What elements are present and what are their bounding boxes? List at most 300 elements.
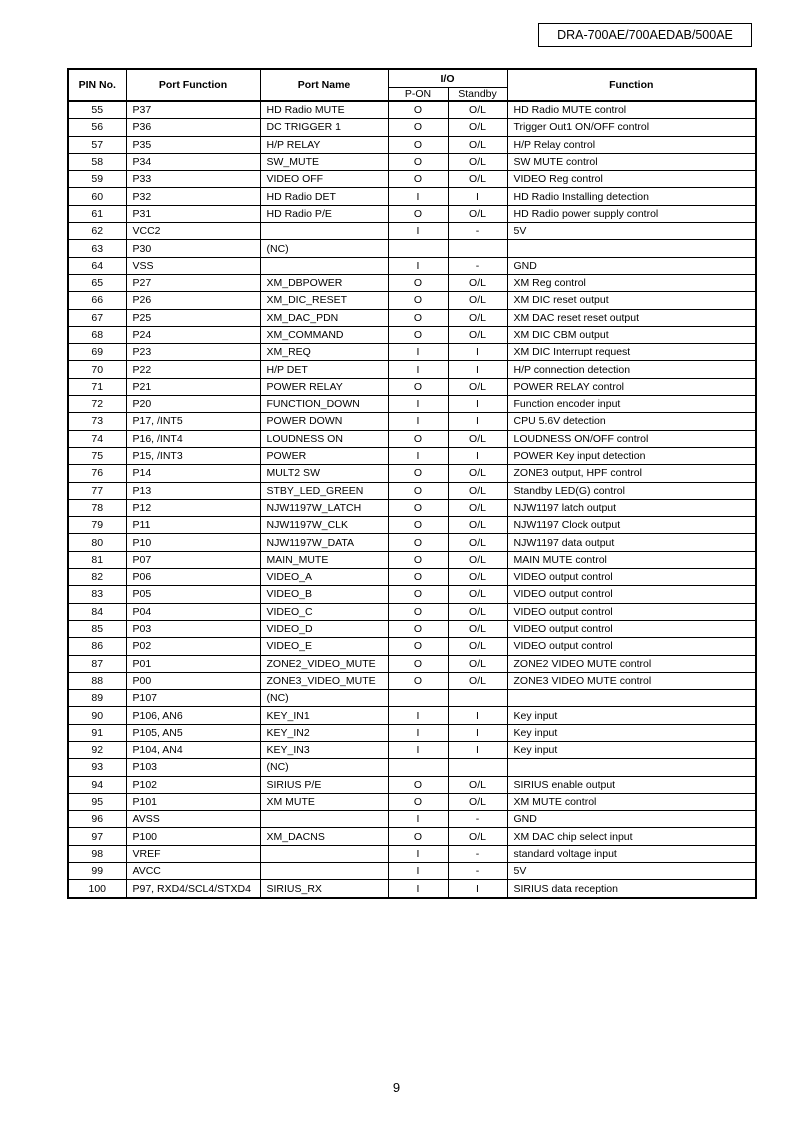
port-function-cell: P21 xyxy=(126,378,260,395)
function-cell xyxy=(507,759,756,776)
p-on-cell: O xyxy=(388,292,448,309)
function-cell: SIRIUS enable output xyxy=(507,776,756,793)
port-function-cell: P106, AN6 xyxy=(126,707,260,724)
table-row xyxy=(68,863,756,880)
standby-cell: O/L xyxy=(448,465,507,482)
function-cell: GND xyxy=(507,257,756,274)
standby-cell: O/L xyxy=(448,517,507,534)
p-on-cell: O xyxy=(388,309,448,326)
p-on-cell: I xyxy=(388,396,448,413)
port-function-cell: P104, AN4 xyxy=(126,741,260,758)
pin-number-cell: 89 xyxy=(68,690,126,707)
table-row xyxy=(68,482,756,499)
standby-cell: I xyxy=(448,741,507,758)
function-cell xyxy=(507,240,756,257)
p-on-cell: O xyxy=(388,153,448,170)
port-name-cell: KEY_IN1 xyxy=(260,707,388,724)
port-name-cell: POWER xyxy=(260,447,388,464)
function-cell: XM DIC CBM output xyxy=(507,326,756,343)
p-on-cell: I xyxy=(388,811,448,828)
port-function-cell: P15, /INT3 xyxy=(126,447,260,464)
page-number: 9 xyxy=(392,1080,401,1095)
pin-number-cell: 69 xyxy=(68,344,126,361)
pin-number-cell: 92 xyxy=(68,741,126,758)
function-cell: GND xyxy=(507,811,756,828)
standby-cell: O/L xyxy=(448,828,507,845)
p-on-cell: I xyxy=(388,344,448,361)
port-function-cell: P102 xyxy=(126,776,260,793)
port-function-cell: P10 xyxy=(126,534,260,551)
standby-cell: O/L xyxy=(448,569,507,586)
standby-cell: I xyxy=(448,188,507,205)
standby-cell: O/L xyxy=(448,153,507,170)
pin-number-cell: 93 xyxy=(68,759,126,776)
p-on-cell: I xyxy=(388,863,448,880)
port-name-cell xyxy=(260,863,388,880)
port-name-cell: POWER DOWN xyxy=(260,413,388,430)
model-number: DRA-700AE/700AEDAB/500AE xyxy=(557,28,733,42)
port-name-cell: SW_MUTE xyxy=(260,153,388,170)
standby-cell: O/L xyxy=(448,638,507,655)
function-cell: NJW1197 data output xyxy=(507,534,756,551)
pin-number-cell: 86 xyxy=(68,638,126,655)
standby-cell: O/L xyxy=(448,101,507,119)
function-cell xyxy=(507,690,756,707)
function-cell: ZONE2 VIDEO MUTE control xyxy=(507,655,756,672)
standby-cell: O/L xyxy=(448,309,507,326)
table-row xyxy=(68,396,756,413)
standby-cell: - xyxy=(448,845,507,862)
function-cell: VIDEO output control xyxy=(507,586,756,603)
header-pin-no: PIN No. xyxy=(68,69,126,101)
standby-cell: O/L xyxy=(448,326,507,343)
pin-number-cell: 72 xyxy=(68,396,126,413)
pin-number-cell: 68 xyxy=(68,326,126,343)
port-function-cell: P100 xyxy=(126,828,260,845)
standby-cell: I xyxy=(448,724,507,741)
port-name-cell: NJW1197W_DATA xyxy=(260,534,388,551)
p-on-cell: I xyxy=(388,741,448,758)
standby-cell: I xyxy=(448,344,507,361)
port-function-cell: P17, /INT5 xyxy=(126,413,260,430)
port-function-cell: P25 xyxy=(126,309,260,326)
port-function-cell: P23 xyxy=(126,344,260,361)
p-on-cell: O xyxy=(388,534,448,551)
table-row xyxy=(68,257,756,274)
port-function-cell: P103 xyxy=(126,759,260,776)
port-name-cell: (NC) xyxy=(260,240,388,257)
pin-number-cell: 71 xyxy=(68,378,126,395)
standby-cell: O/L xyxy=(448,274,507,291)
standby-cell: O/L xyxy=(448,119,507,136)
port-function-cell: P22 xyxy=(126,361,260,378)
table-row xyxy=(68,551,756,568)
table-row xyxy=(68,828,756,845)
pin-number-cell: 74 xyxy=(68,430,126,447)
table-row xyxy=(68,724,756,741)
port-function-cell: VCC2 xyxy=(126,223,260,240)
port-function-cell: P00 xyxy=(126,672,260,689)
function-cell: H/P Relay control xyxy=(507,136,756,153)
table-row xyxy=(68,413,756,430)
standby-cell xyxy=(448,690,507,707)
port-name-cell: (NC) xyxy=(260,690,388,707)
port-function-cell: P07 xyxy=(126,551,260,568)
table-row xyxy=(68,534,756,551)
port-function-cell: P06 xyxy=(126,569,260,586)
function-cell: XM MUTE control xyxy=(507,793,756,810)
p-on-cell: O xyxy=(388,499,448,516)
pin-number-cell: 94 xyxy=(68,776,126,793)
pin-number-cell: 60 xyxy=(68,188,126,205)
standby-cell: I xyxy=(448,361,507,378)
port-name-cell: VIDEO_A xyxy=(260,569,388,586)
function-cell: Standby LED(G) control xyxy=(507,482,756,499)
pin-number-cell: 70 xyxy=(68,361,126,378)
standby-cell: - xyxy=(448,223,507,240)
pin-number-cell: 62 xyxy=(68,223,126,240)
pin-number-cell: 98 xyxy=(68,845,126,862)
pin-table-body xyxy=(68,101,756,898)
port-function-cell: P02 xyxy=(126,638,260,655)
pin-number-cell: 99 xyxy=(68,863,126,880)
port-name-cell: ZONE3_VIDEO_MUTE xyxy=(260,672,388,689)
pin-number-cell: 88 xyxy=(68,672,126,689)
pin-number-cell: 57 xyxy=(68,136,126,153)
p-on-cell: O xyxy=(388,378,448,395)
p-on-cell: O xyxy=(388,569,448,586)
header-standby: Standby xyxy=(448,88,507,102)
table-row xyxy=(68,274,756,291)
p-on-cell: O xyxy=(388,638,448,655)
table-row xyxy=(68,603,756,620)
port-function-cell: P16, /INT4 xyxy=(126,430,260,447)
pin-number-cell: 81 xyxy=(68,551,126,568)
port-name-cell: XM_DACNS xyxy=(260,828,388,845)
table-row xyxy=(68,188,756,205)
standby-cell: O/L xyxy=(448,499,507,516)
port-function-cell: P97, RXD4/SCL4/STXD4 xyxy=(126,880,260,898)
port-name-cell: VIDEO_B xyxy=(260,586,388,603)
port-name-cell: VIDEO_E xyxy=(260,638,388,655)
table-row xyxy=(68,101,756,119)
standby-cell: - xyxy=(448,811,507,828)
function-cell: MAIN MUTE control xyxy=(507,551,756,568)
p-on-cell: O xyxy=(388,171,448,188)
port-function-cell: P105, AN5 xyxy=(126,724,260,741)
p-on-cell xyxy=(388,240,448,257)
port-name-cell: MAIN_MUTE xyxy=(260,551,388,568)
function-cell: HD Radio MUTE control xyxy=(507,101,756,119)
port-name-cell: HD Radio MUTE xyxy=(260,101,388,119)
port-name-cell: SIRIUS_RX xyxy=(260,880,388,898)
standby-cell xyxy=(448,240,507,257)
table-row xyxy=(68,309,756,326)
function-cell: VIDEO Reg control xyxy=(507,171,756,188)
port-function-cell: P20 xyxy=(126,396,260,413)
function-cell: Trigger Out1 ON/OFF control xyxy=(507,119,756,136)
port-function-cell: P27 xyxy=(126,274,260,291)
pin-number-cell: 75 xyxy=(68,447,126,464)
port-name-cell: NJW1197W_CLK xyxy=(260,517,388,534)
pin-number-cell: 61 xyxy=(68,205,126,222)
function-cell: POWER Key input detection xyxy=(507,447,756,464)
pin-number-cell: 82 xyxy=(68,569,126,586)
model-number-box xyxy=(538,23,752,47)
port-name-cell: HD Radio DET xyxy=(260,188,388,205)
p-on-cell: I xyxy=(388,223,448,240)
function-cell: XM DAC chip select input xyxy=(507,828,756,845)
port-name-cell xyxy=(260,845,388,862)
p-on-cell: O xyxy=(388,482,448,499)
header-p-on: P-ON xyxy=(388,88,448,102)
pin-number-cell: 79 xyxy=(68,517,126,534)
table-row xyxy=(68,447,756,464)
function-cell: 5V xyxy=(507,863,756,880)
port-function-cell: P31 xyxy=(126,205,260,222)
p-on-cell: O xyxy=(388,136,448,153)
table-row xyxy=(68,361,756,378)
p-on-cell: O xyxy=(388,101,448,119)
port-name-cell: KEY_IN2 xyxy=(260,724,388,741)
function-cell: NJW1197 Clock output xyxy=(507,517,756,534)
function-cell: XM DIC reset output xyxy=(507,292,756,309)
port-function-cell: AVCC xyxy=(126,863,260,880)
p-on-cell: O xyxy=(388,586,448,603)
port-function-cell: P37 xyxy=(126,101,260,119)
port-function-cell: P26 xyxy=(126,292,260,309)
pin-number-cell: 95 xyxy=(68,793,126,810)
pin-number-cell: 78 xyxy=(68,499,126,516)
function-cell: SIRIUS data reception xyxy=(507,880,756,898)
p-on-cell xyxy=(388,690,448,707)
function-cell: ZONE3 output, HPF control xyxy=(507,465,756,482)
header-function: Function xyxy=(507,69,756,101)
table-row xyxy=(68,344,756,361)
header-port-name: Port Name xyxy=(260,69,388,101)
p-on-cell: I xyxy=(388,188,448,205)
table-row xyxy=(68,223,756,240)
pin-number-cell: 87 xyxy=(68,655,126,672)
table-row xyxy=(68,811,756,828)
port-name-cell: H/P RELAY xyxy=(260,136,388,153)
table-row xyxy=(68,326,756,343)
standby-cell: O/L xyxy=(448,171,507,188)
table-row xyxy=(68,171,756,188)
p-on-cell: I xyxy=(388,413,448,430)
port-function-cell: P11 xyxy=(126,517,260,534)
port-name-cell: XM_DIC_RESET xyxy=(260,292,388,309)
p-on-cell: I xyxy=(388,257,448,274)
port-name-cell: HD Radio P/E xyxy=(260,205,388,222)
port-name-cell: LOUDNESS ON xyxy=(260,430,388,447)
table-row xyxy=(68,119,756,136)
pin-number-cell: 96 xyxy=(68,811,126,828)
port-name-cell: XM MUTE xyxy=(260,793,388,810)
table-row xyxy=(68,205,756,222)
pin-number-cell: 65 xyxy=(68,274,126,291)
port-function-cell: P32 xyxy=(126,188,260,205)
function-cell: LOUDNESS ON/OFF control xyxy=(507,430,756,447)
p-on-cell: I xyxy=(388,845,448,862)
table-row xyxy=(68,880,756,898)
port-name-cell xyxy=(260,257,388,274)
port-name-cell: XM_DBPOWER xyxy=(260,274,388,291)
table-row xyxy=(68,776,756,793)
function-cell: NJW1197 latch output xyxy=(507,499,756,516)
pin-number-cell: 76 xyxy=(68,465,126,482)
standby-cell: - xyxy=(448,257,507,274)
port-function-cell: P36 xyxy=(126,119,260,136)
table-row xyxy=(68,741,756,758)
port-function-cell: P34 xyxy=(126,153,260,170)
port-function-cell: P13 xyxy=(126,482,260,499)
port-function-cell: VSS xyxy=(126,257,260,274)
p-on-cell: O xyxy=(388,465,448,482)
table-row xyxy=(68,569,756,586)
port-name-cell: (NC) xyxy=(260,759,388,776)
standby-cell: I xyxy=(448,447,507,464)
port-name-cell: KEY_IN3 xyxy=(260,741,388,758)
port-name-cell: ZONE2_VIDEO_MUTE xyxy=(260,655,388,672)
standby-cell: O/L xyxy=(448,430,507,447)
pin-number-cell: 67 xyxy=(68,309,126,326)
standby-cell xyxy=(448,759,507,776)
standby-cell: I xyxy=(448,396,507,413)
port-name-cell: XM_DAC_PDN xyxy=(260,309,388,326)
pin-number-cell: 77 xyxy=(68,482,126,499)
port-function-cell: P35 xyxy=(126,136,260,153)
pin-number-cell: 59 xyxy=(68,171,126,188)
p-on-cell: I xyxy=(388,447,448,464)
table-row xyxy=(68,672,756,689)
port-name-cell: NJW1197W_LATCH xyxy=(260,499,388,516)
standby-cell: O/L xyxy=(448,655,507,672)
pin-number-cell: 100 xyxy=(68,880,126,898)
table-row xyxy=(68,655,756,672)
table-row xyxy=(68,465,756,482)
function-cell: VIDEO output control xyxy=(507,603,756,620)
port-function-cell: P05 xyxy=(126,586,260,603)
function-cell: Key input xyxy=(507,741,756,758)
port-function-cell: P30 xyxy=(126,240,260,257)
port-name-cell: MULT2 SW xyxy=(260,465,388,482)
p-on-cell: O xyxy=(388,776,448,793)
standby-cell: O/L xyxy=(448,551,507,568)
pin-number-cell: 56 xyxy=(68,119,126,136)
port-name-cell xyxy=(260,223,388,240)
table-row xyxy=(68,430,756,447)
p-on-cell: O xyxy=(388,620,448,637)
table-row xyxy=(68,240,756,257)
pin-number-cell: 63 xyxy=(68,240,126,257)
standby-cell: O/L xyxy=(448,793,507,810)
p-on-cell: O xyxy=(388,603,448,620)
function-cell: SW MUTE control xyxy=(507,153,756,170)
table-row xyxy=(68,378,756,395)
pin-number-cell: 55 xyxy=(68,101,126,119)
function-cell: Key input xyxy=(507,707,756,724)
pin-number-cell: 73 xyxy=(68,413,126,430)
port-name-cell: VIDEO_C xyxy=(260,603,388,620)
header-port-function: Port Function xyxy=(126,69,260,101)
pin-table-header xyxy=(68,69,756,101)
port-name-cell: XM_COMMAND xyxy=(260,326,388,343)
port-name-cell: VIDEO_D xyxy=(260,620,388,637)
pin-table xyxy=(67,68,757,899)
p-on-cell: O xyxy=(388,326,448,343)
pin-number-cell: 83 xyxy=(68,586,126,603)
header-io: I/O xyxy=(388,69,507,88)
table-row xyxy=(68,638,756,655)
p-on-cell: O xyxy=(388,119,448,136)
function-cell: VIDEO output control xyxy=(507,569,756,586)
port-function-cell: P12 xyxy=(126,499,260,516)
standby-cell: O/L xyxy=(448,586,507,603)
pin-number-cell: 85 xyxy=(68,620,126,637)
function-cell: 5V xyxy=(507,223,756,240)
standby-cell: I xyxy=(448,880,507,898)
function-cell: CPU 5.6V detection xyxy=(507,413,756,430)
standby-cell: O/L xyxy=(448,136,507,153)
port-name-cell: SIRIUS P/E xyxy=(260,776,388,793)
standby-cell: - xyxy=(448,863,507,880)
function-cell: VIDEO output control xyxy=(507,638,756,655)
p-on-cell: O xyxy=(388,793,448,810)
function-cell: Function encoder input xyxy=(507,396,756,413)
port-name-cell: DC TRIGGER 1 xyxy=(260,119,388,136)
pin-number-cell: 80 xyxy=(68,534,126,551)
standby-cell: I xyxy=(448,413,507,430)
standby-cell: O/L xyxy=(448,205,507,222)
p-on-cell: I xyxy=(388,707,448,724)
p-on-cell: I xyxy=(388,880,448,898)
standby-cell: O/L xyxy=(448,378,507,395)
p-on-cell: O xyxy=(388,430,448,447)
function-cell: XM Reg control xyxy=(507,274,756,291)
p-on-cell: O xyxy=(388,517,448,534)
port-function-cell: P03 xyxy=(126,620,260,637)
table-row xyxy=(68,707,756,724)
table-row xyxy=(68,136,756,153)
pin-number-cell: 66 xyxy=(68,292,126,309)
function-cell: HD Radio power supply control xyxy=(507,205,756,222)
standby-cell: O/L xyxy=(448,292,507,309)
standby-cell: O/L xyxy=(448,672,507,689)
p-on-cell xyxy=(388,759,448,776)
p-on-cell: O xyxy=(388,655,448,672)
function-cell: HD Radio Installing detection xyxy=(507,188,756,205)
port-function-cell: VREF xyxy=(126,845,260,862)
p-on-cell: I xyxy=(388,724,448,741)
pin-number-cell: 97 xyxy=(68,828,126,845)
port-name-cell: FUNCTION_DOWN xyxy=(260,396,388,413)
p-on-cell: O xyxy=(388,205,448,222)
port-function-cell: P33 xyxy=(126,171,260,188)
table-row xyxy=(68,153,756,170)
pin-number-cell: 84 xyxy=(68,603,126,620)
port-function-cell: P04 xyxy=(126,603,260,620)
function-cell: XM DAC reset reset output xyxy=(507,309,756,326)
table-row xyxy=(68,586,756,603)
p-on-cell: O xyxy=(388,551,448,568)
pin-number-cell: 64 xyxy=(68,257,126,274)
table-row xyxy=(68,845,756,862)
standby-cell: O/L xyxy=(448,776,507,793)
function-cell: standard voltage input xyxy=(507,845,756,862)
standby-cell: O/L xyxy=(448,534,507,551)
port-function-cell: P107 xyxy=(126,690,260,707)
